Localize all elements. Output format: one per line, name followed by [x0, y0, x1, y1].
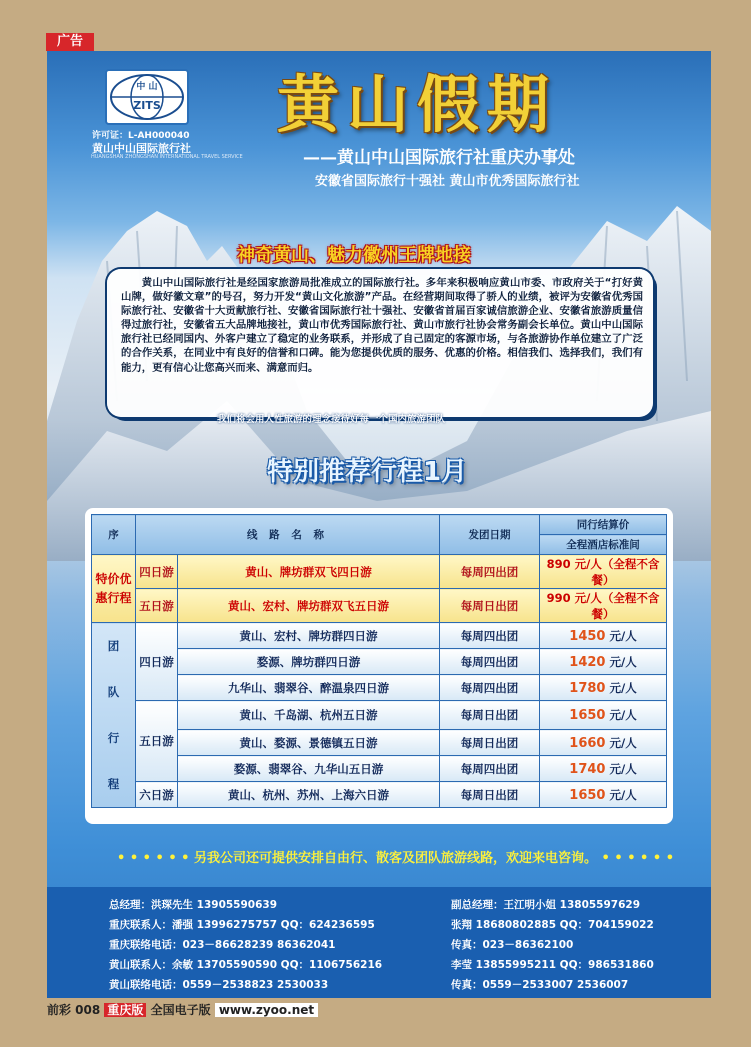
- contacts-panel: [47, 887, 711, 998]
- group-label-char: 队: [107, 685, 120, 699]
- route-cell: 婺源、牌坊群四日游: [178, 649, 440, 675]
- header-seq: 序: [92, 515, 136, 555]
- price-cell: 890 元/人（全程不含餐）: [540, 555, 667, 589]
- agency-name: 黄山中山国际旅行社: [92, 142, 191, 155]
- contact-left: 黄山联络电话：0559－2538823 2530033: [109, 979, 329, 991]
- table-row: [92, 782, 667, 808]
- duration-cell: 五日游: [136, 589, 178, 623]
- table-row: [92, 756, 667, 782]
- header-route: 线 路 名 称: [136, 515, 440, 555]
- price-cell: 1780 元/人: [540, 675, 667, 701]
- subtitle: ——黄山中山国际旅行社重庆办事处: [303, 148, 575, 168]
- agency-name-en: HUANGSHAN ZHONGSHAN INTERNATIONAL TRAVEL SERVICE: [91, 154, 243, 160]
- header-price-bottom: 全程酒店标准间: [540, 535, 667, 555]
- date-cell: 每周四出团: [440, 756, 540, 782]
- route-cell: 黄山、杭州、苏州、上海六日游: [178, 782, 440, 808]
- table-row: [92, 623, 667, 649]
- route-cell: 黄山、宏村、牌坊群四日游: [178, 623, 440, 649]
- date-cell: 每周日出团: [440, 730, 540, 756]
- route-cell: 九华山、翡翠谷、醉温泉四日游: [178, 675, 440, 701]
- table-row: [92, 675, 667, 701]
- motto: 我们将会用人性旅游的理念接待好每一个国内旅游团队: [217, 414, 446, 425]
- price-cell: 990 元/人（全程不含餐）: [540, 589, 667, 623]
- license-number: 许可证：L-AH000040: [92, 131, 190, 141]
- zits-logo: [105, 69, 189, 125]
- date-cell: 每周四出团: [440, 649, 540, 675]
- date-cell: 每周日出团: [440, 701, 540, 730]
- group-label: [92, 623, 136, 808]
- contact-right: 传真：023－86362100: [451, 939, 574, 951]
- group-label-char: 团: [107, 639, 120, 653]
- route-cell: 黄山、宏村、牌坊群双飞五日游: [178, 589, 440, 623]
- contact-right: 传真：0559－2533007 2536007: [451, 979, 629, 991]
- promo-banner: 神奇黄山、魅力徽州王牌地接: [237, 245, 471, 266]
- contact-left: 重庆联系人：潘强 13996275757 QQ：624236595: [109, 919, 375, 931]
- special-itinerary-title: 特别推荐行程1月: [267, 457, 468, 487]
- date-cell: 每周日出团: [440, 589, 540, 623]
- price-cell: 1650 元/人: [540, 701, 667, 730]
- logo-text-mid: ZITS: [133, 99, 161, 112]
- intro-paragraph: 黄山中山国际旅行社是经国家旅游局批准成立的国际旅行社。多年来积极响应黄山市委、市政府关于“打好黄山牌，做好徽文章”的号召，努力开发“黄山文化旅游”产品。在经营期间取得了骄人的业绩，被评为安徽省优秀国际旅行社、安徽省十大贡献旅行社、安徽省国际旅行社十强社、安徽省首届百家诚信旅游企业、安徽省旅游质量信得过旅行社，安徽省五大品牌地接社，黄山市优秀国际旅行社、黄山市旅行社协会常务副会长单位。黄山中山国际旅行社已经同国内、外客户建立了稳定的业务联系，并形成了自己固定的客源市场，与各旅游协作单位建立了广泛的合作关系，在同业中有良好的信誉和口碑。能为您提供优质的服务、优惠的价格。相信我们、选择我们，我们有能力，更有信心让您高兴而来、满意而归。: [107, 269, 653, 417]
- logo-text-top: 中 山: [136, 82, 158, 92]
- contact-left: 总经理：洪琛先生 13905590639: [109, 899, 278, 911]
- date-cell: 每周四出团: [440, 555, 540, 589]
- table-row: [92, 589, 667, 623]
- edition-label: 全国电子版: [150, 1003, 211, 1017]
- date-cell: 每周四出团: [440, 623, 540, 649]
- itinerary-table: [91, 514, 667, 808]
- promo-label: 特价优惠行程: [92, 555, 136, 623]
- main-title: 黄山假期: [277, 68, 558, 141]
- price-cell: 1420 元/人: [540, 649, 667, 675]
- table-row: [92, 701, 667, 730]
- duration-cell: 四日游: [136, 555, 178, 589]
- price-cell: 1650 元/人: [540, 782, 667, 808]
- contact-left: 黄山联系人：余敏 13705590590 QQ：1106756216: [109, 959, 383, 971]
- price-cell: 1660 元/人: [540, 730, 667, 756]
- contact-right: 张翔 18680802885 QQ：704159022: [451, 919, 654, 931]
- website-link[interactable]: www.zyoo.net: [215, 1003, 318, 1017]
- date-cell: 每周四出团: [440, 675, 540, 701]
- table-row: [92, 730, 667, 756]
- itinerary-table-wrap: [85, 508, 673, 824]
- route-cell: 婺源、翡翠谷、九华山五日游: [178, 756, 440, 782]
- edition-badge: 重庆版: [104, 1003, 146, 1017]
- page-footer: [47, 1001, 318, 1018]
- tagline: 安徽省国际旅行十强社 黄山市优秀国际旅行社: [315, 174, 580, 189]
- table-row: [92, 649, 667, 675]
- header-price-top: 同行结算价: [540, 515, 667, 535]
- table-row: [92, 555, 667, 589]
- service-note: • • • • • • 另我公司还可提供安排自由行、散客及团队旅游线路，欢迎来电咨询。 • • • • • •: [117, 851, 675, 866]
- contact-right: 李莹 13855995211 QQ：986531860: [451, 959, 654, 971]
- route-cell: 黄山、婺源、景德镇五日游: [178, 730, 440, 756]
- contact-right: 副总经理：王江明小姐 13805597629: [451, 899, 641, 911]
- ad-tag: 广告: [46, 33, 94, 51]
- price-cell: 1740 元/人: [540, 756, 667, 782]
- price-cell: 1450 元/人: [540, 623, 667, 649]
- contact-left: 重庆联络电话：023－86628239 86362041: [109, 939, 336, 951]
- duration-cell: 四日游: [136, 623, 178, 701]
- header-date: 发团日期: [440, 515, 540, 555]
- page-number: 前彩 008: [47, 1003, 101, 1017]
- route-cell: 黄山、牌坊群双飞四日游: [178, 555, 440, 589]
- ad-page: [47, 51, 711, 998]
- group-label-char: 行: [107, 731, 120, 745]
- date-cell: 每周日出团: [440, 782, 540, 808]
- globe-logo-icon: [107, 71, 187, 123]
- group-label-char: 程: [107, 777, 120, 791]
- duration-cell: 五日游: [136, 701, 178, 782]
- duration-cell: 六日游: [136, 782, 178, 808]
- route-cell: 黄山、千岛湖、杭州五日游: [178, 701, 440, 730]
